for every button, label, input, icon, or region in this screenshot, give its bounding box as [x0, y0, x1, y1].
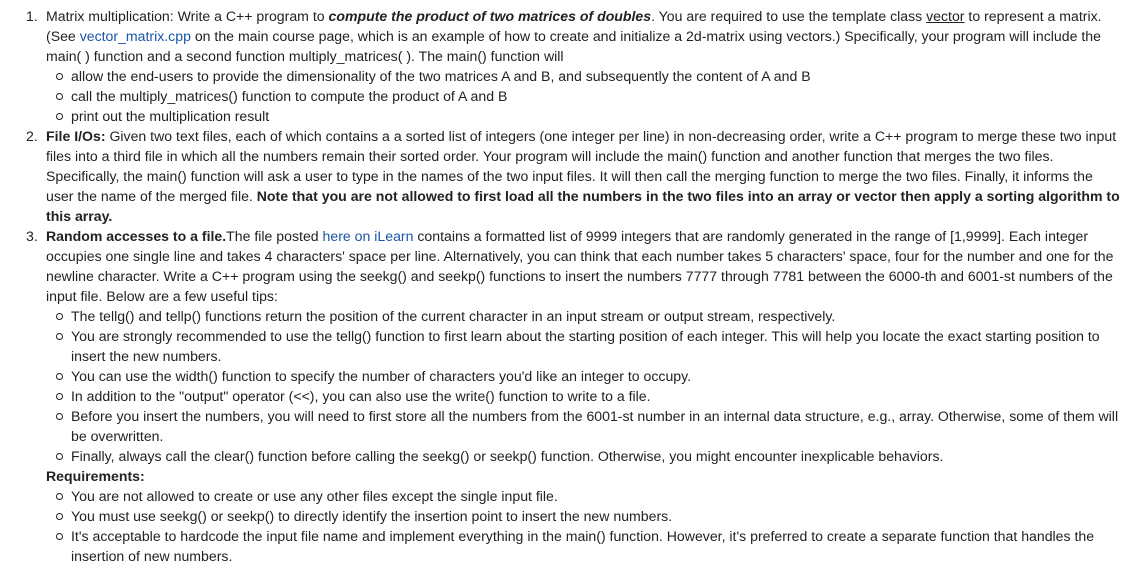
item-text: Given two text files, each of which contains a a sorted list of integers (one integer per line) in non-decreasing order, write a C++ program to merge these two input files into a third file in which all the numbers remain their sorted order. Your program will include the main() function and another function that merges the two files. Specifically, the main() function will ask a user to type in the names of the two input files. It will then call the merging function to merge the two files. Finally, it informs the user the name of the merged file. — [46, 128, 1117, 204]
list-item: You are strongly recommended to use the tellg() function to first learn about the starting position of each integer. This will help you locate the exact starting position to insert the new numbers. — [46, 326, 1123, 366]
item-title: File I/Os: — [46, 128, 106, 144]
item-text: . You are required to use the template class — [651, 8, 927, 24]
tips-list — [46, 306, 1123, 466]
task-item-random-access — [0, 226, 1135, 566]
list-item: You must use seekg() or seekp() to directly identify the insertion point to insert the new numbers. — [46, 506, 1123, 526]
ilearn-link[interactable]: here on iLearn — [322, 228, 414, 244]
requirements-heading: Requirements: — [46, 468, 145, 484]
task-item-file-ios — [0, 126, 1135, 226]
item-text: contains a formatted list of 9999 integers that are randomly generated in the range of [1,9999]. Each integer occupies one single line and takes 4 characters' space per line. Alternatively, you can think that each number takes 5 characters' space, four for the number and one for the newline character. Write a C++ program using the seekg() and seekp() functions to insert the numbers 7777 through 7781 between the 6000-th and 6001-st numbers of the input file. Below are a few useful tips: — [46, 228, 1114, 304]
list-item: allow the end-users to provide the dimensionality of the two matrices A and B, and subsequently the content of A and B — [46, 66, 1123, 86]
list-item: It's acceptable to hardcode the input file name and implement everything in the main() function. However, it's preferred to create a separate function that handles the insertion of new numbers. — [46, 526, 1123, 566]
item-text: to represent a matrix. (See — [46, 8, 1102, 44]
item-text: on the main course page, which is an example of how to create and initialize a 2d-matrix using vectors.) Specifically, your program will include the main( ) function and a second function multiply_matrices( ). The main() function will — [46, 28, 1101, 64]
vector-link[interactable]: vector — [926, 8, 965, 24]
task-list — [0, 6, 1135, 566]
list-item: Finally, always call the clear() function before calling the seekg() or seekp() function. Otherwise, you might encounter inexplicable behaviors. — [46, 446, 1123, 466]
item-number: 1. — [26, 8, 38, 24]
item-emphasis: compute the product of two matrices of doubles — [328, 8, 652, 24]
item-note: Note that you are not allowed to first load all the numbers in the two files into an array or vector then apply a sorting algorithm to this array. — [46, 188, 1120, 224]
list-item: Before you insert the numbers, you will need to first store all the numbers from the 6001-st number in an internal data structure, e.g., array. Otherwise, some of them will be overwritten. — [46, 406, 1123, 446]
requirements-list — [46, 486, 1123, 566]
list-item: print out the multiplication result — [46, 106, 1123, 126]
task-item-matrix-multiplication — [0, 6, 1135, 126]
item-text: The file posted — [226, 228, 323, 244]
list-item: In addition to the "output" operator (<<), you can also use the write() function to write to a file. — [46, 386, 1123, 406]
vector-matrix-file-link[interactable]: vector_matrix.cpp — [79, 28, 191, 44]
list-item: call the multiply_matrices() function to compute the product of A and B — [46, 86, 1123, 106]
list-item: You can use the width() function to specify the number of characters you'd like an integer to occupy. — [46, 366, 1123, 386]
list-item: You are not allowed to create or use any other files except the single input file. — [46, 486, 1123, 506]
item-number: 3. — [26, 228, 38, 244]
list-item: The tellg() and tellp() functions return the position of the current character in an input stream or output stream, respectively. — [46, 306, 1123, 326]
item-number: 2. — [26, 128, 38, 144]
sub-list — [46, 66, 1123, 126]
item-text: Matrix multiplication: Write a C++ program to — [46, 8, 329, 24]
item-title: Random accesses to a file. — [46, 228, 227, 244]
